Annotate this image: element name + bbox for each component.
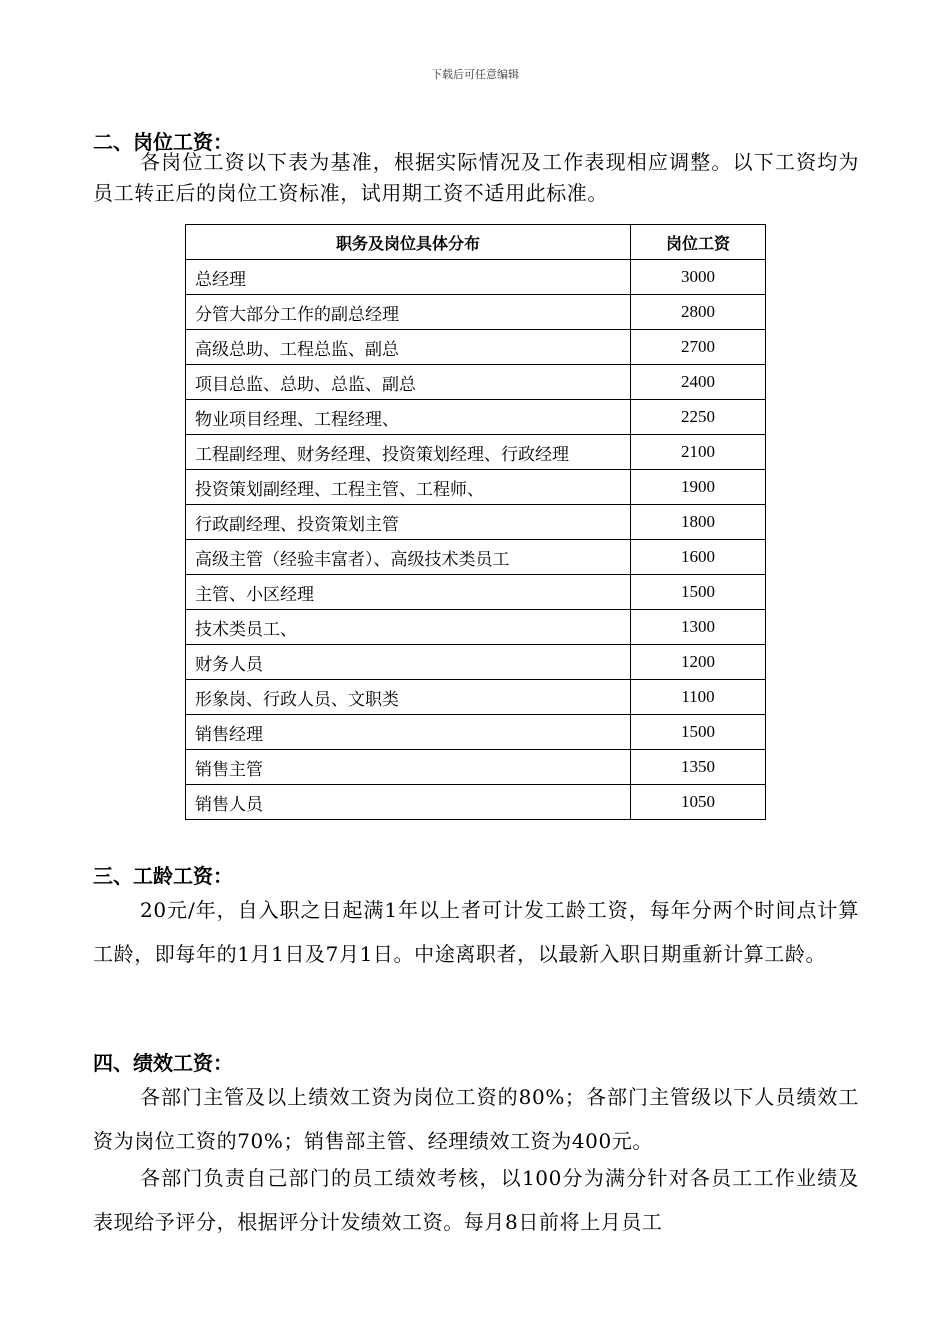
table-row	[186, 680, 766, 715]
salary-cell: 2400	[631, 365, 766, 400]
section-heading-performance-salary: 四、绩效工资：	[93, 1051, 233, 1075]
table-header-row	[186, 225, 766, 260]
table-row	[186, 365, 766, 400]
position-cell: 销售主管	[186, 750, 631, 785]
table-row	[186, 435, 766, 470]
paragraph-seniority-salary: 20元/年，自入职之日起满1年以上者可计发工龄工资，每年分两个时间点计算工龄，即每年的1月1日及7月1日。中途离职者，以最新入职日期重新计算工龄。	[93, 898, 859, 966]
table-row	[186, 785, 766, 820]
position-cell: 销售经理	[186, 715, 631, 750]
position-cell: 销售人员	[186, 785, 631, 820]
salary-cell: 3000	[631, 260, 766, 295]
position-cell: 分管大部分工作的副总经理	[186, 295, 631, 330]
table-row	[186, 575, 766, 610]
position-cell: 高级总助、工程总监、副总	[186, 330, 631, 365]
salary-table-body	[186, 260, 766, 820]
position-cell: 项目总监、总助、总监、副总	[186, 365, 631, 400]
paragraph-performance-salary-1: 各部门主管及以上绩效工资为岗位工资的80%；各部门主管级以下人员绩效工资为岗位工资的70%；销售部主管、经理绩效工资为400元。	[93, 1085, 859, 1153]
salary-cell: 1300	[631, 610, 766, 645]
header-note: 下载后可任意编辑	[431, 68, 519, 81]
column-header-position: 职务及岗位具体分布	[186, 225, 631, 260]
table-row	[186, 645, 766, 680]
salary-cell: 1800	[631, 505, 766, 540]
section-heading-seniority-salary: 三、工龄工资：	[93, 864, 233, 888]
section-heading-position-salary: 二、岗位工资：	[93, 130, 233, 154]
table-row	[186, 505, 766, 540]
table-row	[186, 330, 766, 365]
position-cell: 总经理	[186, 260, 631, 295]
position-cell: 形象岗、行政人员、文职类	[186, 680, 631, 715]
table-row	[186, 400, 766, 435]
salary-cell: 1200	[631, 645, 766, 680]
table-row	[186, 715, 766, 750]
position-cell: 技术类员工、	[186, 610, 631, 645]
salary-cell: 1350	[631, 750, 766, 785]
salary-cell: 1600	[631, 540, 766, 575]
position-cell: 投资策划副经理、工程主管、工程师、	[186, 470, 631, 505]
salary-cell: 2800	[631, 295, 766, 330]
table-row	[186, 295, 766, 330]
table-row	[186, 750, 766, 785]
paragraph-performance-salary-2: 各部门负责自己部门的员工绩效考核，以100分为满分针对各员工工作业绩及表现给予评分，根据评分计发绩效工资。每月8日前将上月员工	[93, 1166, 859, 1234]
position-cell: 物业项目经理、工程经理、	[186, 400, 631, 435]
salary-cell: 1500	[631, 575, 766, 610]
salary-cell: 1500	[631, 715, 766, 750]
position-cell: 高级主管（经验丰富者）、高级技术类员工	[186, 540, 631, 575]
table-row	[186, 540, 766, 575]
position-cell: 主管、小区经理	[186, 575, 631, 610]
salary-cell: 2700	[631, 330, 766, 365]
table-row	[186, 470, 766, 505]
paragraph-position-salary: 各岗位工资以下表为基准，根据实际情况及工作表现相应调整。以下工资均为员工转正后的岗位工资标准，试用期工资不适用此标准。	[93, 150, 859, 205]
salary-table	[185, 224, 766, 820]
salary-cell: 1100	[631, 680, 766, 715]
salary-cell: 2250	[631, 400, 766, 435]
salary-cell: 2100	[631, 435, 766, 470]
table-row	[186, 260, 766, 295]
position-cell: 财务人员	[186, 645, 631, 680]
table-row	[186, 610, 766, 645]
salary-cell: 1900	[631, 470, 766, 505]
position-cell: 行政副经理、投资策划主管	[186, 505, 631, 540]
salary-cell: 1050	[631, 785, 766, 820]
position-cell: 工程副经理、财务经理、投资策划经理、行政经理	[186, 435, 631, 470]
column-header-salary: 岗位工资	[631, 225, 766, 260]
